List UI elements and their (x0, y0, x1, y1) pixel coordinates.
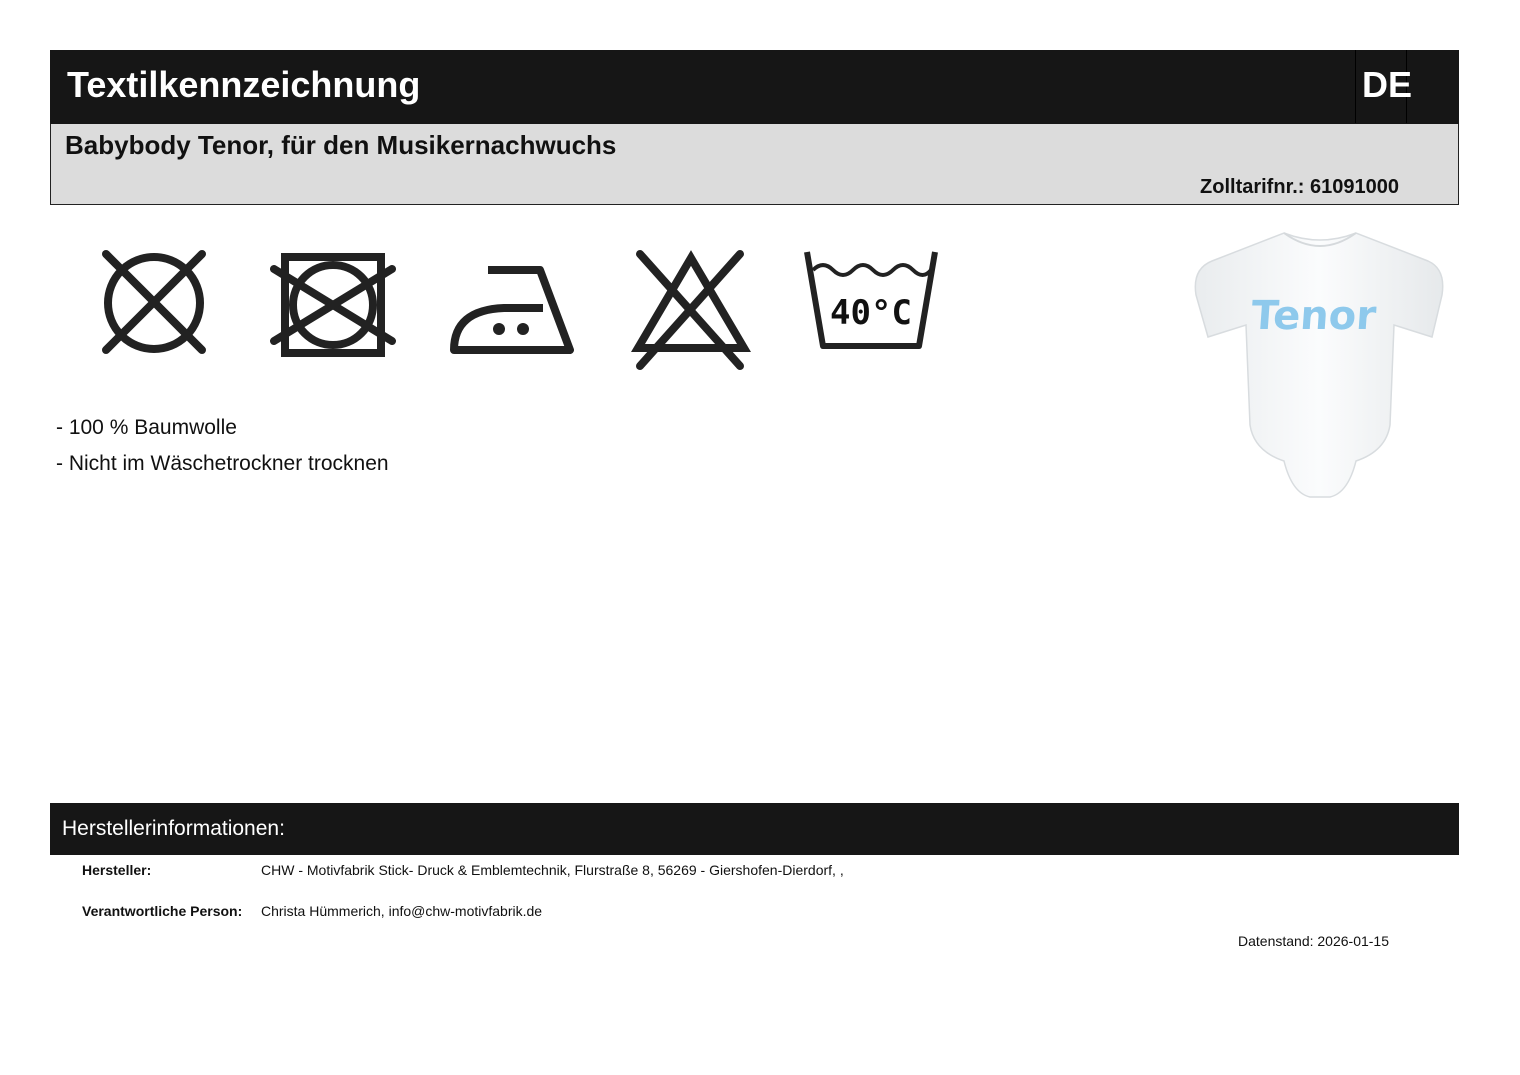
manufacturer-section-title: Herstellerinformationen: (62, 817, 285, 840)
do-not-tumble-dry-icon (268, 251, 398, 357)
page-title: Textilkennzeichnung (67, 64, 421, 105)
iron-medium-heat-icon (448, 264, 578, 356)
responsible-person-value: Christa Hümmerich, info@chw-motivfabrik.de (261, 903, 543, 919)
dryer-info: - Nicht im Wäschetrockner trocknen (56, 452, 389, 475)
language-code: DE (1362, 64, 1413, 105)
material-info: - 100 % Baumwolle (56, 416, 237, 439)
responsible-person-label: Verantwortliche Person: (82, 903, 243, 919)
manufacturer-value: CHW - Motivfabrik Stick- Druck & Emblemtechnik, Flurstraße 8, 56269 - Giershofen-Dierdorf, , (261, 862, 844, 878)
wash-40-icon (803, 250, 939, 350)
language-badge (1355, 50, 1413, 123)
data-date: Datenstand: 2026-01-15 (1238, 933, 1389, 949)
header-bar (50, 50, 1459, 124)
product-name: Babybody Tenor, für den Musikernachwuchs (65, 130, 617, 160)
do-not-bleach-icon (630, 248, 752, 372)
product-image (1180, 225, 1460, 520)
print-text: Tenor (1249, 293, 1378, 339)
product-band (50, 124, 1459, 205)
manufacturer-label: Hersteller: (82, 862, 152, 878)
do-not-dry-clean-icon (98, 248, 210, 358)
wash-temperature-label: 40°C (830, 293, 912, 333)
tariff-number: Zolltarifnr.: 61091000 (1200, 176, 1399, 198)
manufacturer-bar (50, 803, 1459, 855)
